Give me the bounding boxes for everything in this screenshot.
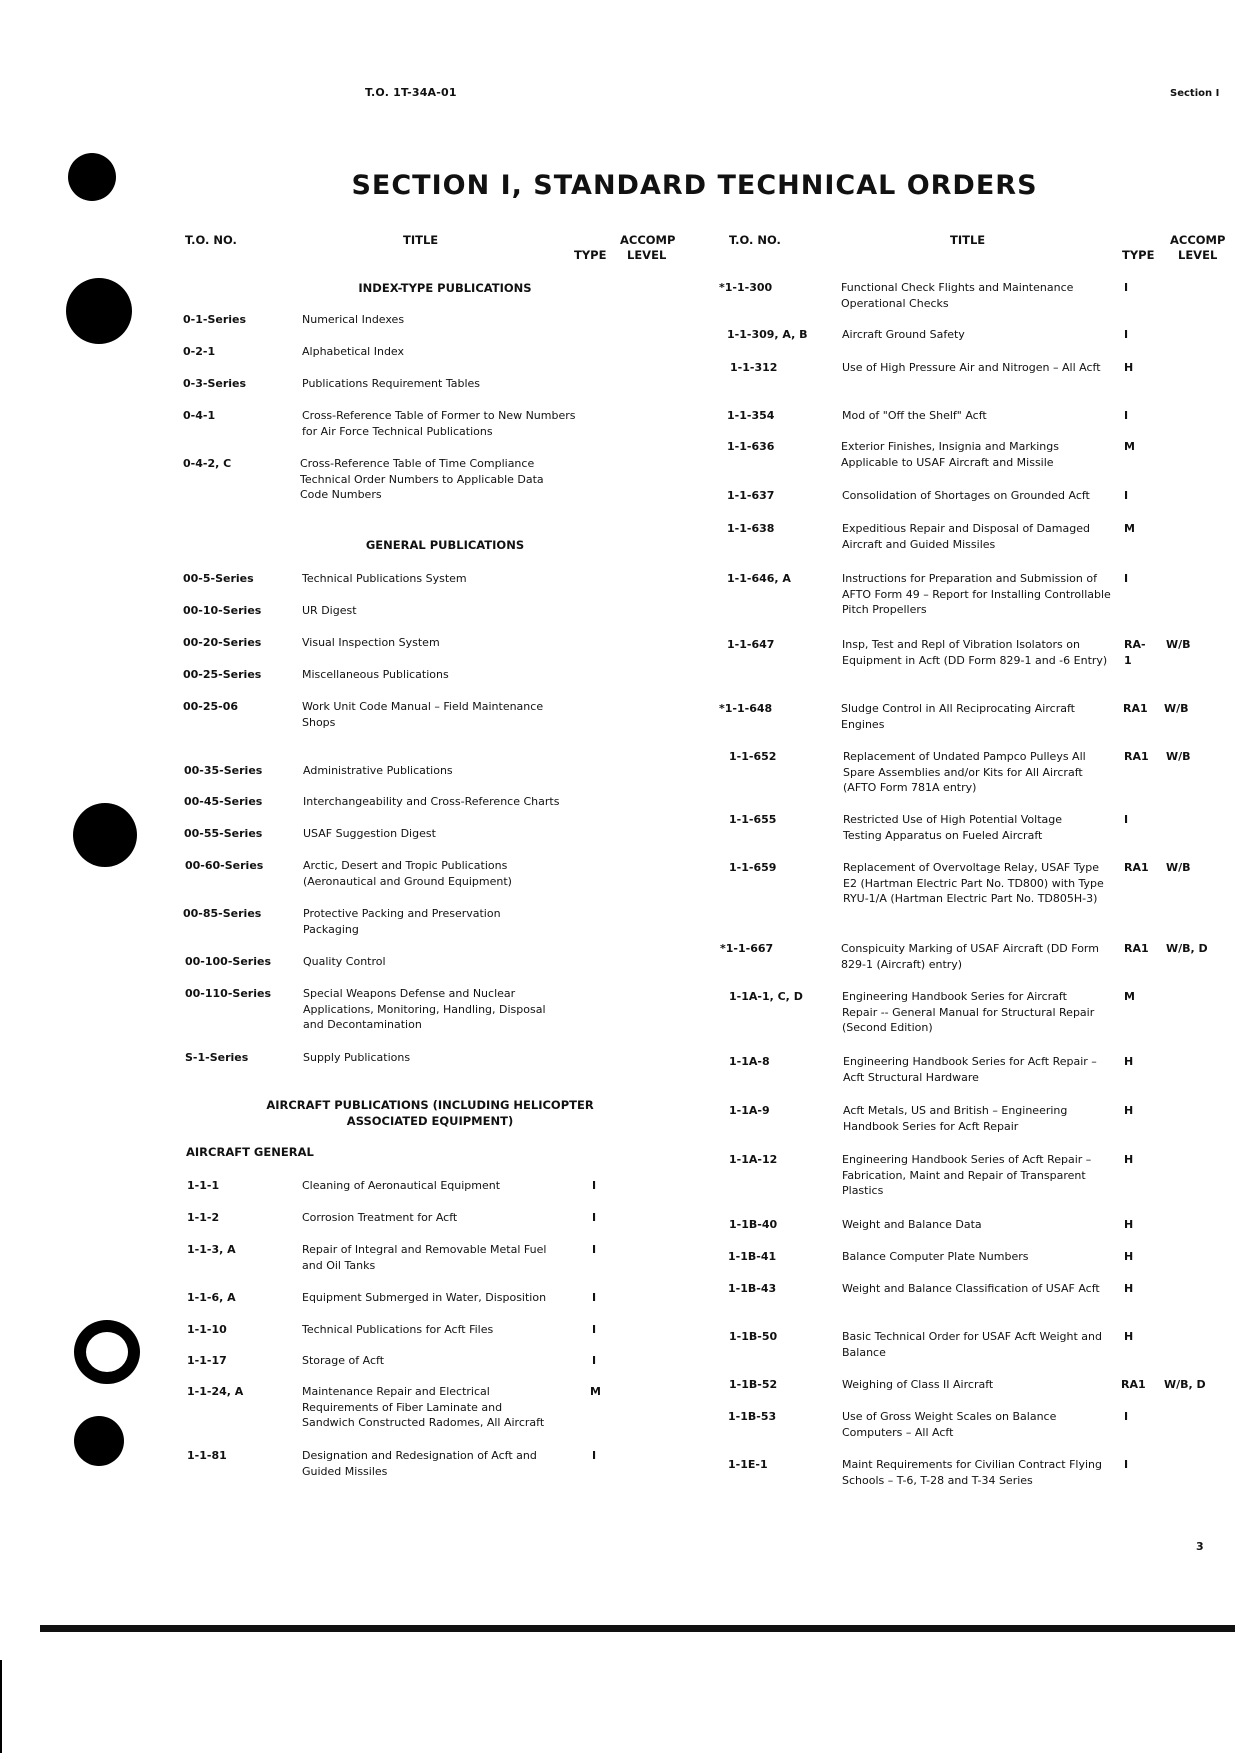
publication-title: Maintenance Repair and Electrical Requirements of Fiber Laminate and Sandwich Constructed Radomes, All Aircraft [302,1385,545,1429]
type-code: I [592,1291,597,1304]
to-number: 0-4-2, C [183,457,232,470]
to-number: 1-1B-52 [729,1378,778,1391]
publication-title: UR Digest [302,604,357,617]
col-header-accomp-left: ACCOMP [620,233,676,247]
type-code: M [1124,440,1135,453]
type-code: RA1 [1121,1378,1146,1391]
to-number: 1-1-6, A [187,1291,236,1304]
to-number: 1-1B-41 [728,1250,777,1263]
publication-title: Sludge Control in All Reciprocating Aircraft Engines [841,702,1075,731]
to-number: 00-60-Series [185,859,264,872]
type-code: I [592,1323,597,1336]
to-number: 00-25-06 [183,700,239,713]
to-number: 1-1-17 [187,1354,227,1367]
type-code: H [1124,1250,1134,1263]
publication-title: Restricted Use of High Potential Voltage Testing Apparatus on Fueled Aircraft [843,813,1063,842]
publication-title: USAF Suggestion Digest [303,827,436,840]
publication-title: Engineering Handbook Series for Acft Repair – Acft Structural Hardware [843,1055,1097,1084]
type-code: H [1124,1104,1134,1117]
to-number: 1-1-81 [187,1449,227,1462]
publication-title: Consolidation of Shortages on Grounded Acft [842,489,1090,502]
type-code: H [1124,1330,1134,1343]
publication-title: Use of Gross Weight Scales on Balance Computers – All Acft [842,1410,1057,1439]
type-code: I [1124,489,1129,502]
publication-title: Expeditious Repair and Disposal of Damaged Aircraft and Guided Missiles [842,522,1090,551]
col-header-accomp-right: ACCOMP [1170,233,1226,247]
to-number: 1-1B-50 [729,1330,778,1343]
to-number: 1-1-637 [727,489,775,502]
type-code: I [592,1354,597,1367]
type-code: M [1124,990,1135,1003]
publication-title: Alphabetical Index [302,345,405,358]
type-code: RA-1 [1124,638,1146,667]
to-number: 1-1-652 [729,750,777,763]
to-number: 1-1-655 [729,813,777,826]
section-heading-general: GENERAL PUBLICATIONS [365,538,525,552]
type-code: H [1124,1218,1134,1231]
type-code: H [1124,1282,1134,1295]
type-code: I [1124,1458,1129,1471]
page-title: SECTION I, STANDARD TECHNICAL ORDERS [351,170,1038,201]
type-code: I [1124,328,1129,341]
to-number: 1-1A-8 [729,1055,770,1068]
publication-title: Corrosion Treatment for Acft [302,1211,458,1224]
to-number: 1-1-636 [727,440,775,453]
to-number: 1-1-24, A [187,1385,244,1398]
publication-title: Supply Publications [303,1051,411,1064]
subsection-heading-aircraft-general: AIRCRAFT GENERAL [186,1145,314,1159]
to-number: 1-1-2 [187,1211,220,1224]
type-code: M [590,1385,601,1398]
publication-title: Basic Technical Order for USAF Acft Weight and Balance [842,1330,1102,1359]
col-header-level-left: LEVEL [627,248,667,262]
publication-title: Maint Requirements for Civilian Contract Flying Schools – T-6, T-28 and T-34 Series [842,1458,1103,1487]
page-bottom-rule [40,1625,1235,1632]
binder-hole-5 [74,1416,124,1466]
to-number: 1-1-659 [729,861,777,874]
to-number: 0-3-Series [183,377,247,390]
publication-title: Use of High Pressure Air and Nitrogen – All Acft [842,361,1101,374]
type-code: H [1124,1153,1134,1166]
publication-title: Repair of Integral and Removable Metal Fuel and Oil Tanks [302,1243,547,1272]
to-number: 1-1-638 [727,522,775,535]
accomp-level: W/B [1166,750,1191,763]
publication-title: Functional Check Flights and Maintenance Operational Checks [841,281,1074,310]
to-number: 1-1-1 [187,1179,220,1192]
type-code: I [592,1179,597,1192]
publication-title: Conspicuity Marking of USAF Aircraft (DD Form 829-1 (Aircraft) entry) [841,942,1099,971]
to-number: 00-100-Series [185,955,271,968]
page-number: 3 [1196,1540,1204,1553]
to-number: 1-1A-12 [729,1153,778,1166]
publication-title: Numerical Indexes [302,313,405,326]
col-header-level-right: LEVEL [1178,248,1218,262]
publication-title: Storage of Acft [302,1354,385,1367]
section-label: Section I [1170,88,1220,99]
type-code: H [1124,1055,1134,1068]
publication-title: Protective Packing and Preservation Packaging [303,907,501,936]
type-code: I [1124,572,1129,585]
accomp-level: W/B [1164,702,1189,715]
to-number: 1-1A-9 [729,1104,770,1117]
binder-hole-3 [73,803,137,867]
col-header-type-right: TYPE [1122,248,1155,262]
publication-title: Publications Requirement Tables [302,377,481,390]
to-number: 00-5-Series [183,572,254,585]
col-header-title-left: TITLE [403,233,439,247]
to-number: *1-1-667 [720,942,774,955]
to-number: 0-1-Series [183,313,247,326]
publication-title: Balance Computer Plate Numbers [842,1250,1029,1263]
to-number: 1-1-309, A, B [727,328,808,341]
type-code: H [1124,361,1134,374]
publication-title: Weighing of Class II Aircraft [842,1378,994,1391]
to-number: 00-20-Series [183,636,262,649]
to-number: 1-1B-40 [729,1218,778,1231]
to-number: 1-1B-43 [728,1282,777,1295]
type-code: I [592,1211,597,1224]
document-number: T.O. 1T-34A-01 [365,86,457,99]
publication-title: Cross-Reference Table of Time Compliance Technical Order Numbers to Applicable Data Code Numbers [300,457,544,501]
col-header-to-no-right: T.O. NO. [729,233,781,247]
publication-title: Replacement of Overvoltage Relay, USAF Type E2 (Hartman Electric Part No. TD800) with Type RYU-1/A (Hartman Electric Part No. TD805H-3) [843,861,1104,905]
to-number: 00-55-Series [184,827,263,840]
to-number: 1-1-646, A [727,572,791,585]
publication-title: Acft Metals, US and British – Engineering Handbook Series for Acft Repair [843,1104,1068,1133]
to-number: 0-4-1 [183,409,216,422]
type-code: I [1124,813,1129,826]
publication-title: Technical Publications System [302,572,467,585]
to-number: 1-1A-1, C, D [729,990,803,1003]
accomp-level: W/B, D [1164,1378,1206,1391]
type-code: RA1 [1124,750,1149,763]
to-number: 1-1-3, A [187,1243,236,1256]
to-number: 1-1-10 [187,1323,227,1336]
to-number: 00-35-Series [184,764,263,777]
to-number: 1-1E-1 [728,1458,768,1471]
type-code: I [1124,409,1129,422]
type-code: I [592,1243,597,1256]
to-number: 00-10-Series [183,604,262,617]
publication-title: Special Weapons Defense and Nuclear Applications, Monitoring, Handling, Disposal and Decontamination [303,987,546,1031]
accomp-level: W/B, D [1166,942,1208,955]
binder-hole-2 [66,278,132,344]
publication-title: Quality Control [303,955,386,968]
col-header-to-no-left: T.O. NO. [185,233,237,247]
to-number: S-1-Series [185,1051,249,1064]
publication-title: Work Unit Code Manual – Field Maintenance Shops [302,700,544,729]
type-code: I [592,1449,597,1462]
publication-title: Instructions for Preparation and Submission of AFTO Form 49 – Report for Installing Controllable Pitch Propellers [842,572,1111,616]
to-number: 0-2-1 [183,345,216,358]
to-number: 1-1-354 [727,409,775,422]
to-number: 00-45-Series [184,795,263,808]
type-code: I [1124,281,1129,294]
publication-title: Designation and Redesignation of Acft and Guided Missiles [302,1449,537,1478]
publication-title: Arctic, Desert and Tropic Publications (Aeronautical and Ground Equipment) [303,859,512,888]
publication-title: Weight and Balance Data [842,1218,982,1231]
publication-title: Cross-Reference Table of Former to New Numbers for Air Force Technical Publications [302,409,576,438]
scan-edge-line [0,1660,2,1753]
col-header-title-right: TITLE [950,233,986,247]
to-number: 1-1B-53 [728,1410,777,1423]
to-number: *1-1-648 [719,702,773,715]
to-number: 1-1-312 [730,361,778,374]
publication-title: Insp, Test and Repl of Vibration Isolators on Equipment in Acft (DD Form 829-1 and -6 Entry) [842,638,1108,667]
col-header-type-left: TYPE [574,248,607,262]
publication-title: Technical Publications for Acft Files [302,1323,494,1336]
type-code: RA1 [1124,861,1149,874]
to-number: 00-25-Series [183,668,262,681]
publication-title: Mod of "Off the Shelf" Acft [842,409,987,422]
publication-title: Exterior Finishes, Insignia and Markings Applicable to USAF Aircraft and Missile [841,440,1059,469]
to-number: 00-110-Series [185,987,271,1000]
publication-title: Engineering Handbook Series of Acft Repair – Fabrication, Maint and Repair of Transparent Plastics [842,1153,1092,1197]
publication-title: Cleaning of Aeronautical Equipment [302,1179,501,1192]
accomp-level: W/B [1166,861,1191,874]
publication-title: Replacement of Undated Pampco Pulleys All Spare Assemblies and/or Kits for All Aircraft (AFTO Form 781A entry) [843,750,1086,794]
publication-title: Miscellaneous Publications [302,668,449,681]
to-number: *1-1-300 [719,281,773,294]
type-code: RA1 [1123,702,1148,715]
accomp-level: W/B [1166,638,1191,651]
publication-title: Visual Inspection System [302,636,440,649]
publication-title: Weight and Balance Classification of USAF Acft [842,1282,1100,1295]
binder-hole-4 [74,1320,140,1384]
type-code: M [1124,522,1135,535]
type-code: RA1 [1124,942,1149,955]
publication-title: Engineering Handbook Series for Aircraft Repair -- General Manual for Structural Repair (Second Edition) [842,990,1095,1034]
publication-title: Interchangeability and Cross-Reference Charts [303,795,560,808]
section-heading-aircraft-publications: AIRCRAFT PUBLICATIONS (INCLUDING HELICOPTER ASSOCIATED EQUIPMENT) [266,1098,594,1128]
publication-title: Administrative Publications [303,764,453,777]
publication-title: Aircraft Ground Safety [842,328,965,341]
to-number: 00-85-Series [183,907,262,920]
publication-title: Equipment Submerged in Water, Disposition [302,1291,547,1304]
type-code: I [1124,1410,1129,1423]
section-heading-index-type: INDEX-TYPE PUBLICATIONS [358,281,532,295]
to-number: 1-1-647 [727,638,775,651]
